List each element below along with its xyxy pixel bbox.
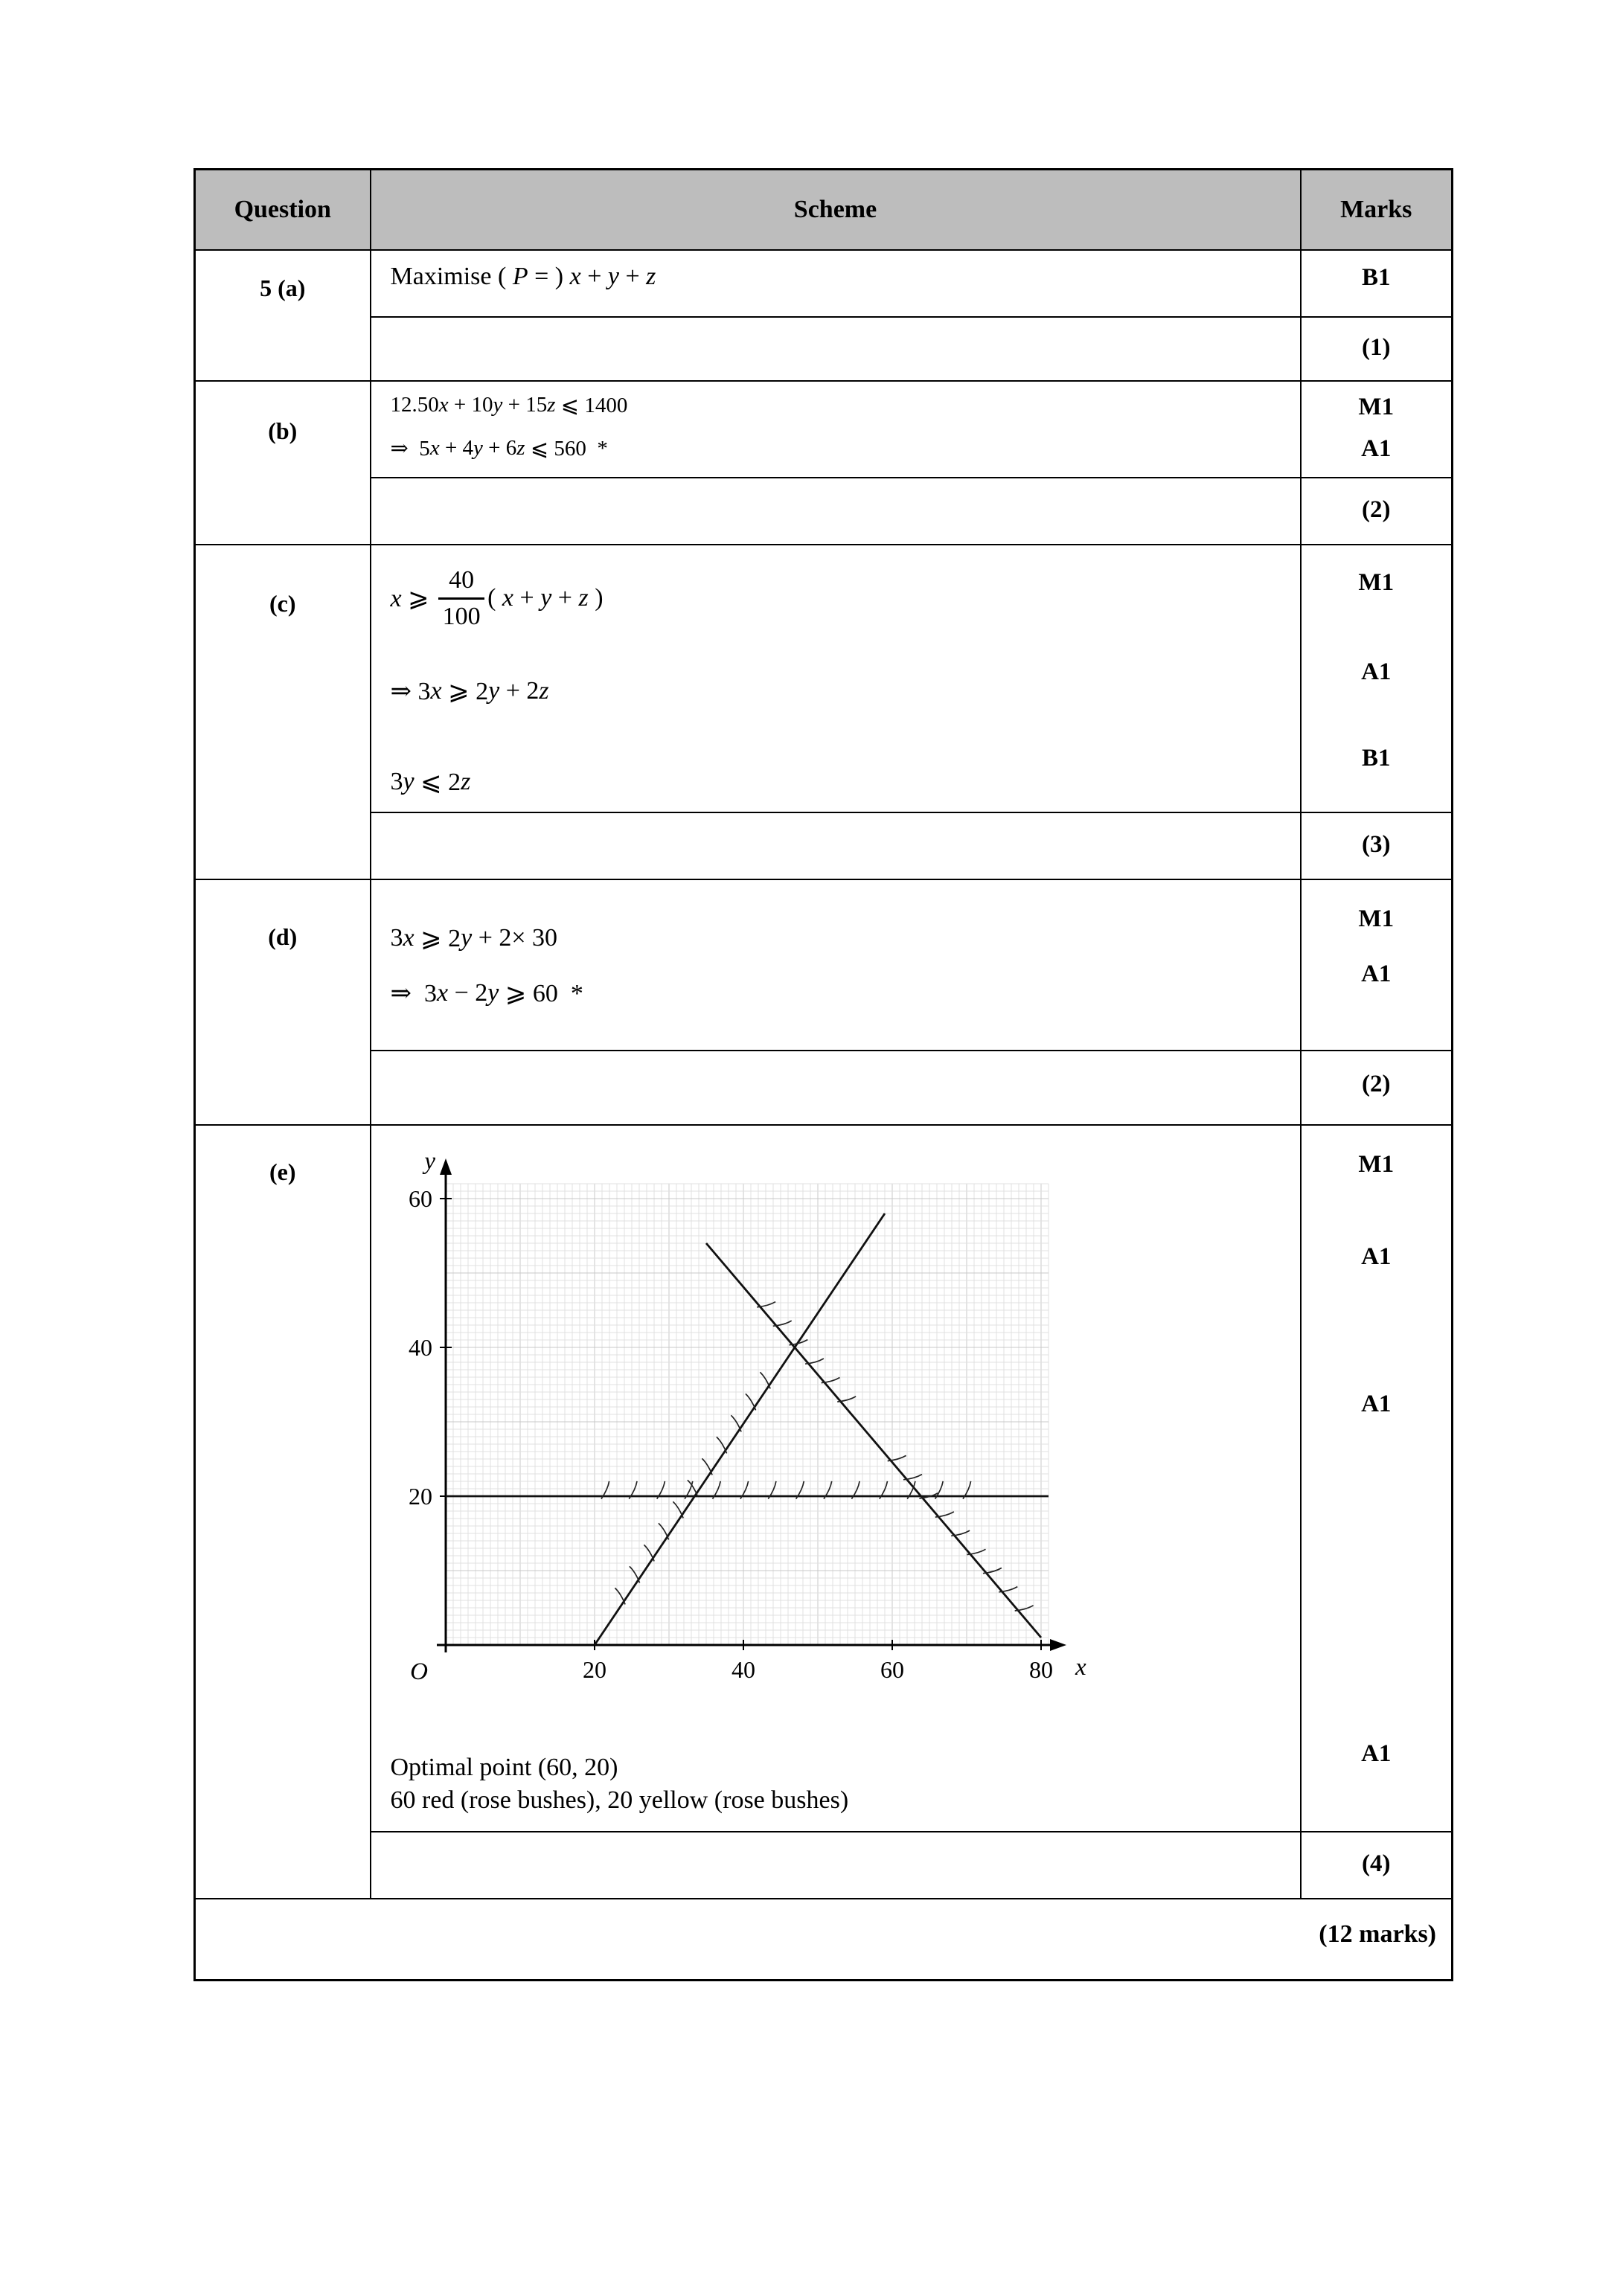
subtotal-cell-c — [1301, 812, 1453, 879]
subtotal-c: (3) — [1362, 830, 1391, 858]
fraction-post: ( x + y + z ) — [487, 584, 604, 612]
subtotal-cell-e — [1301, 1832, 1453, 1899]
subtotal-d: (2) — [1362, 1070, 1391, 1097]
row-5e — [195, 1125, 1453, 1832]
row-total — [195, 1899, 1453, 1981]
fraction-numerator: 40 — [438, 566, 484, 600]
empty-scheme-cell — [371, 317, 1301, 381]
formula-b-2: ⇒ 5 x + 4 y + 6 z ⩽ 560 * — [390, 435, 608, 461]
scheme-cell-5e — [371, 1125, 1301, 1832]
answer-text: 60 red (rose bushes), 20 yellow (rose bushes) — [390, 1786, 849, 1814]
empty-scheme-cell — [371, 1832, 1301, 1899]
mark-a1: A1 — [1361, 1242, 1392, 1270]
total-marks: (12 marks) — [1319, 1920, 1436, 1948]
mark-a1: A1 — [1361, 658, 1392, 685]
row-5d — [195, 879, 1453, 1051]
y-tick-label: 20 — [408, 1482, 432, 1510]
formula-maximise: Maximise ( P = ) x + y + z — [390, 262, 656, 290]
formula-c-2: ⇒ 3 x ⩾ 2 y + 2 z — [390, 676, 549, 705]
fraction-40-100 — [438, 566, 484, 631]
row-5a — [195, 250, 1453, 317]
formula-b-1: 12.50 x + 10 y + 15 z ⩽ 1400 — [390, 392, 628, 417]
mark-m1: M1 — [1358, 905, 1395, 932]
grid — [446, 1184, 1049, 1645]
question-label-5a: 5 (a) — [195, 250, 371, 381]
col-header-question: Question — [195, 170, 371, 250]
y-axis-label: y — [423, 1147, 435, 1175]
subtotal-e: (4) — [1362, 1850, 1391, 1877]
mark-b1: B1 — [1361, 263, 1391, 291]
fraction-pre: x ⩾ — [390, 585, 436, 612]
mark-m1: M1 — [1358, 393, 1395, 420]
marks-cell-5d — [1301, 879, 1453, 1051]
subtotal-b: (2) — [1362, 496, 1391, 523]
x-axis-label: x — [1075, 1653, 1086, 1681]
mark-scheme-table — [193, 168, 1453, 1981]
question-label-5e: (e) — [195, 1125, 371, 1899]
question-label-5b: (b) — [195, 381, 371, 545]
subtotal-cell-a — [1301, 317, 1453, 381]
row-5a-subtotal — [195, 317, 1453, 381]
mark-m1: M1 — [1358, 1150, 1395, 1178]
feasible-region-graph — [394, 1132, 1093, 1712]
row-5b — [195, 381, 1453, 478]
mark-scheme-sheet — [193, 168, 1453, 1981]
empty-scheme-cell — [371, 478, 1301, 545]
x-tick-label: 80 — [1028, 1655, 1053, 1683]
row-5c-subtotal — [195, 812, 1453, 879]
mark-m1: M1 — [1358, 568, 1395, 596]
y-tick-label: 60 — [408, 1184, 432, 1212]
row-5e-subtotal — [195, 1832, 1453, 1899]
marks-cell-5e — [1301, 1125, 1453, 1832]
x-tick-label: 20 — [582, 1655, 606, 1683]
x-tick-label: 60 — [880, 1655, 904, 1683]
mark-b1: B1 — [1361, 744, 1391, 772]
mark-a1: A1 — [1361, 1390, 1392, 1417]
marks-cell-5c — [1301, 545, 1453, 812]
formula-c-3: 3 y ⩽ 2 z — [390, 767, 471, 796]
scheme-cell-5b — [371, 381, 1301, 478]
subtotal-cell-b — [1301, 478, 1453, 545]
optimal-point-text: Optimal point (60, 20) — [390, 1753, 618, 1781]
marks-cell-5b — [1301, 381, 1453, 478]
mark-a1: A1 — [1361, 960, 1392, 987]
mark-a1: A1 — [1361, 1739, 1392, 1767]
subtotal-a: (1) — [1362, 333, 1391, 361]
scheme-cell-5c — [371, 545, 1301, 812]
col-header-scheme: Scheme — [371, 170, 1301, 250]
formula-c-fraction — [391, 566, 604, 631]
subtotal-cell-d — [1301, 1051, 1453, 1125]
empty-scheme-cell — [371, 812, 1301, 879]
origin-label: O — [409, 1658, 428, 1685]
row-5d-subtotal — [195, 1051, 1453, 1125]
col-header-marks: Marks — [1301, 170, 1453, 250]
formula-d-1: 3 x ⩾ 2 y + 2× 30 — [390, 923, 558, 952]
total-marks-cell — [195, 1899, 1453, 1981]
y-tick-label: 40 — [408, 1333, 432, 1361]
row-5b-subtotal — [195, 478, 1453, 545]
row-5c — [195, 545, 1453, 812]
scheme-cell-5d — [371, 879, 1301, 1051]
header-row — [195, 170, 1453, 250]
question-label-5c: (c) — [195, 545, 371, 879]
x-tick-label: 40 — [731, 1655, 755, 1683]
scheme-cell-5a — [371, 250, 1301, 317]
rejection-hatching — [601, 1301, 1034, 1610]
empty-scheme-cell — [371, 1051, 1301, 1125]
marks-cell-5a — [1301, 250, 1453, 317]
mark-a1: A1 — [1361, 434, 1392, 462]
question-label-5d: (d) — [195, 879, 371, 1125]
fraction-denominator: 100 — [442, 602, 481, 630]
formula-d-2: ⇒ 3 x − 2 y ⩾ 60 * — [390, 978, 583, 1007]
